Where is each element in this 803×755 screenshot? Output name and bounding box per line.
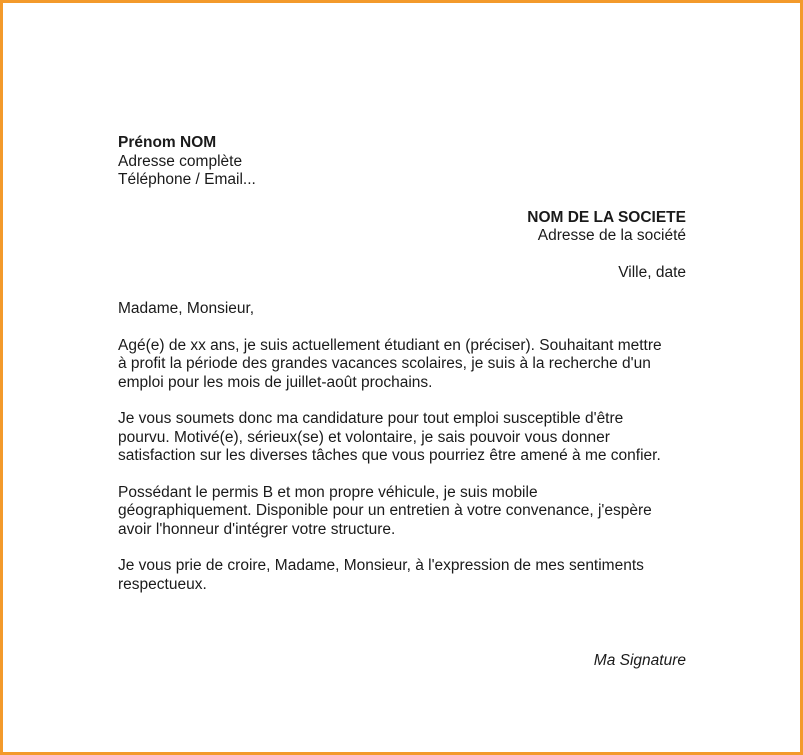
signature: Ma Signature [593, 652, 686, 669]
paragraph-line: satisfaction sur les diverses tâches que vous pourriez être amené à me confier. [118, 447, 661, 464]
paragraph-1 [118, 337, 686, 393]
paragraph-3 [118, 484, 686, 540]
place-date: Ville, date [618, 263, 686, 281]
paragraph-line: Je vous soumets donc ma candidature pour tout emploi susceptible d'être [118, 410, 624, 427]
paragraph-line: Agé(e) de xx ans, je suis actuellement étudiant en (préciser). Souhaitant mettre [118, 336, 662, 354]
recipient-block [118, 209, 686, 246]
salutation: Madame, Monsieur, [118, 300, 255, 317]
paragraph-line: géographiquement. Disponible pour un entretien à votre convenance, j'espère [118, 502, 652, 519]
sender-name: Prénom NOM [118, 134, 217, 151]
sender-contact: Téléphone / Email... [118, 171, 256, 188]
letter-body [118, 134, 686, 594]
sender-address: Adresse complète [118, 152, 243, 170]
paragraph-line: respectueux. [118, 575, 207, 593]
paragraph-line: Possédant le permis B et mon propre véhicule, je suis mobile [118, 483, 538, 501]
closing-paragraph [118, 557, 686, 594]
paragraph-line: à profit la période des grandes vacances scolaires, je suis à la recherche d'un [118, 355, 651, 372]
sender-block [118, 134, 686, 190]
paragraph-2 [118, 410, 686, 466]
paragraph-line: Je vous prie de croire, Madame, Monsieur, à l'expression de mes sentiments [118, 557, 644, 574]
recipient-address: Adresse de la société [537, 227, 686, 244]
paragraph-line: pourvu. Motivé(e), sérieux(se) et volontaire, je sais pouvoir vous donner [118, 428, 610, 446]
paragraph-line: avoir l'honneur d'intégrer votre structure. [118, 520, 396, 538]
paragraph-line: emploi pour les mois de juillet-août prochains. [118, 373, 433, 391]
recipient-company: NOM DE LA SOCIETE [527, 208, 686, 226]
